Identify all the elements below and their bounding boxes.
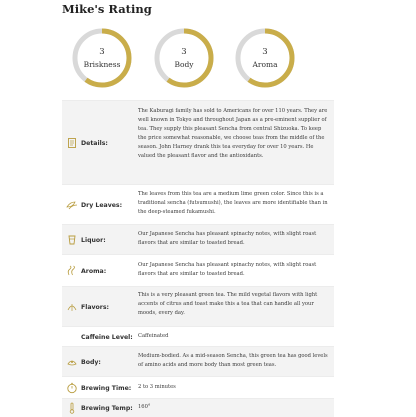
detail-label: Brewing Temp: [81, 404, 133, 412]
rating-rings [0, 0, 416, 100]
detail-label: Caffeine Level: [81, 333, 133, 341]
rating-value: 3 [181, 47, 187, 57]
detail-value: Caffeinated [138, 333, 169, 339]
detail-row-flavors [62, 286, 334, 327]
detail-label: Flavors: [81, 303, 110, 311]
caffeine-icon [66, 331, 78, 343]
detail-value: The Kaburagi family has sold to Americans for over 110 years. They are well known in Tokyo and throughout Japan as a pre-eminent supplier of tea. They supply this pleasant Sencha from central Shizuoka. To keep the price somewhat reasonable, we choose teas from the middle of the season. John Harney drank this tea everyday for over 10 years. He valued the pleasant flavor and the antioxidants. [138, 108, 328, 159]
detail-value: The leaves from this tea are a medium lime green color. Since this is a traditional sencha (futsumushi), the leaves are more identifiable than in the deep-steamed fukamushi. [138, 191, 328, 215]
detail-label: Body: [81, 358, 101, 366]
thermometer-icon [66, 402, 78, 414]
detail-row-liquor [62, 224, 334, 255]
ring-gauge [153, 27, 215, 89]
detail-row-brewing-temp [62, 398, 334, 417]
cup-icon [66, 234, 78, 246]
body-icon [66, 356, 78, 368]
detail-value: Our Japanese Sencha has pleasant spinachy notes, with slight roast flavors that are similar to toasted bread. [138, 262, 317, 277]
detail-label: Details: [81, 139, 108, 147]
rating-label: Briskness [83, 60, 121, 69]
tea-leaves-icon [66, 199, 78, 211]
detail-row-body [62, 346, 334, 377]
timer-icon [66, 382, 78, 394]
rating-label: Body [174, 60, 194, 69]
detail-row-aroma [62, 254, 334, 287]
detail-label: Aroma: [81, 267, 107, 275]
document-icon [66, 137, 78, 149]
rating-value: 3 [262, 47, 268, 57]
rating-value: 3 [99, 47, 105, 57]
rating-ring-briskness [71, 27, 133, 89]
detail-value: 2 to 3 minutes [138, 384, 176, 390]
rating-ring-aroma [234, 27, 296, 89]
detail-value: Our Japanese Sencha has pleasant spinachy notes, with slight roast flavors that are similar to toasted bread. [138, 231, 317, 246]
ring-gauge [234, 27, 296, 89]
rating-label: Aroma [252, 60, 278, 69]
detail-row-dry-leaves [62, 184, 334, 225]
detail-label: Brewing Time: [81, 384, 132, 392]
flavors-icon [66, 301, 78, 313]
rating-ring-body [153, 27, 215, 89]
detail-row-details [62, 100, 334, 185]
ring-gauge [71, 27, 133, 89]
page-title: Mike's Rating [62, 2, 152, 16]
detail-value: 160° [138, 404, 151, 410]
aroma-icon [66, 265, 78, 277]
detail-label: Liquor: [81, 236, 106, 244]
detail-label: Dry Leaves: [81, 201, 123, 209]
detail-value: Medium-bodied. As a mid-season Sencha, this green tea has good levels of amino acids and more body than most green teas. [138, 353, 328, 368]
detail-value: This is a very pleasant green tea. The mild vegetal flavors with light accents of citrus and toast make this a tea that can handle all your moods, every day. [138, 292, 318, 316]
detail-row-brewing-time [62, 376, 334, 399]
detail-row-caffeine [62, 326, 334, 347]
